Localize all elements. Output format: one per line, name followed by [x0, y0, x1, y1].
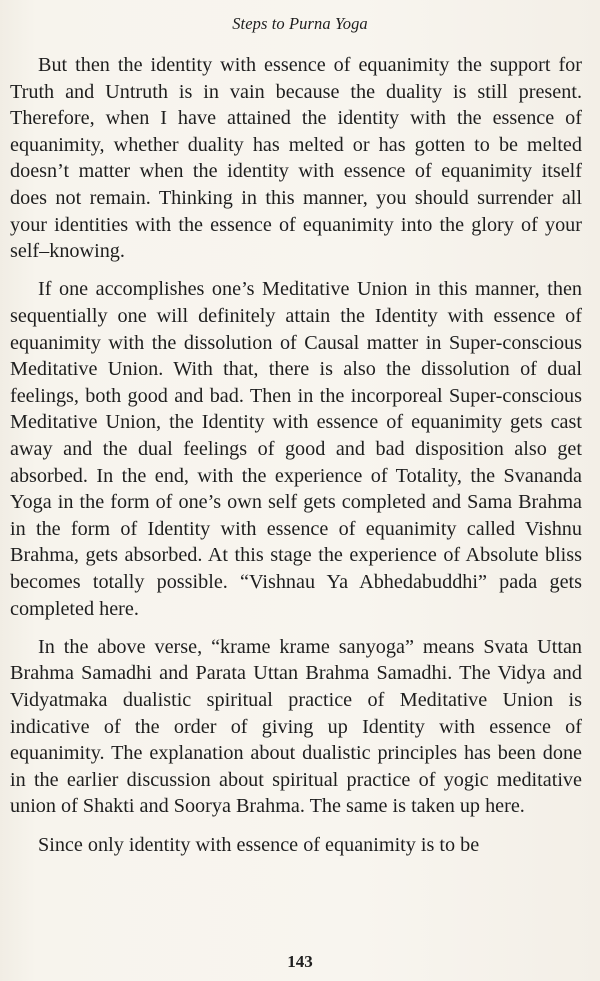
- paragraph: In the above verse, “krame krame sanyoga” means Svata Uttan Brahma Samadhi and Parata Uttan Brahma Samadhi. The Vidya and Vidyatmaka dualistic spiritual practice of Meditative Union is indicative of the order of giving up Identity with essence of equanimity. The explanation about dualistic principles has been done in the earlier discussion about spiritual practice of yogic meditative union of Shakti and Soorya Brahma. The same is taken up here.: [10, 635, 582, 818]
- body-text: [10, 52, 582, 870]
- running-head: Steps to Purna Yoga: [232, 14, 368, 33]
- page-number: 143: [287, 952, 313, 971]
- paragraph: Since only identity with essence of equanimity is to be: [38, 833, 480, 856]
- paragraph: But then the identity with essence of equanimity the support for Truth and Untruth is in vain because the duality is still present. Therefore, when I have attained the identity with the essence of equanimity, whether duality has melted or has gotten to be melted doesn’t matter when the identity with essence of equanimity itself does not remain. Thinking in this manner, you should surrender all your identities with the essence of equanimity into the glory of your self–knowing.: [10, 54, 582, 263]
- paragraph: If one accomplishes one’s Meditative Union in this manner, then sequentially one will definitely attain the Identity with essence of equanimity with the dissolution of Causal matter in Super-conscious Meditative Union. With that, there is also the dissolution of dual feelings, both good and bad. Then in the incorporeal Super-conscious Meditative Union, the Identity with essence of equanimity gets cast away and the dual feelings of good and bad disposition also get absorbed. In the end, with the experience of Totality, the Svananda Yoga in the form of one’s own self gets completed and Sama Brahma in the form of Identity with essence of equanimity called Vishnu Brahma, gets absorbed. At this stage the experience of Absolute bliss becomes totally possible. “Vishnau Ya Abhedabuddhi” pada gets completed here.: [10, 278, 582, 620]
